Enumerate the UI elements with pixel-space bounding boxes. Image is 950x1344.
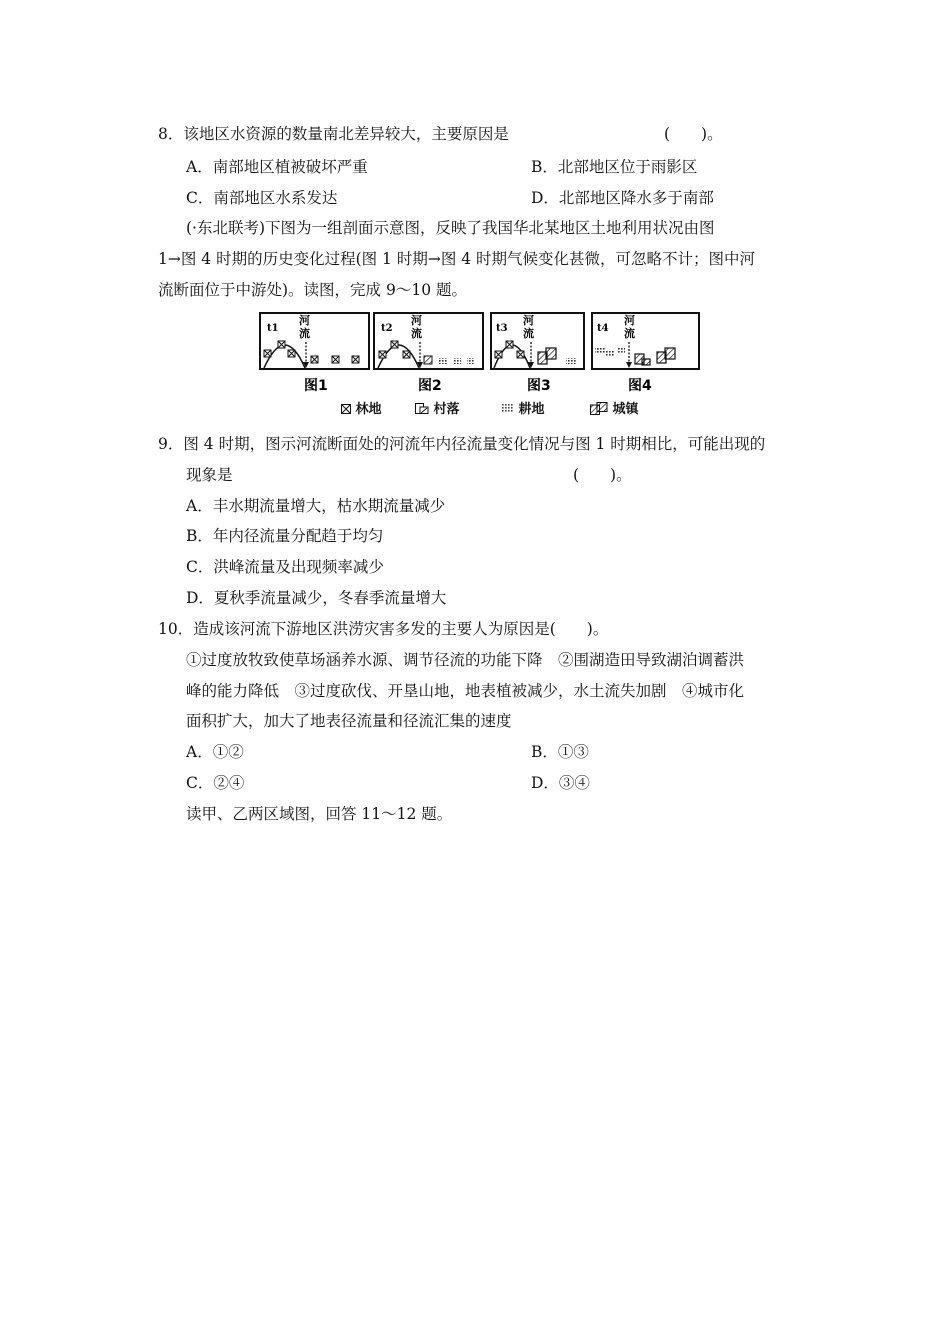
panel-2-river-1: 河 <box>411 314 422 327</box>
q9-option-c: C．洪峰流量及出现频率减少 <box>186 558 384 576</box>
q8-option-c: C．南部地区水系发达 <box>186 189 338 207</box>
legend-farmland: 耕地 <box>502 398 545 417</box>
q10-body-line-2: 峰的能力降低 ③过度砍伐、开垦山地，地表植被减少，水土流失加剧 ④城市化 <box>186 682 745 700</box>
q10-option-c: C．②④ <box>186 774 245 792</box>
panel-2-village <box>424 356 432 364</box>
town-icon <box>590 402 608 415</box>
q9-stem-line-1: 9．图 4 时期，图示河流断面处的河流年内径流量变化情况与图 1 时期相比，可能出现的 <box>158 435 766 453</box>
panel-3-time: t3 <box>496 323 508 334</box>
q11-12-intro: 读甲、乙两区域图，回答 11～12 题。 <box>186 805 453 823</box>
q8-option-b: B．北部地区位于雨影区 <box>531 158 698 176</box>
q9-option-b: B．年内径流量分配趋于均匀 <box>186 527 384 545</box>
q8-option-a: A．南部地区植被破坏严重 <box>186 158 368 176</box>
q9-answer-paren: ( )。 <box>573 466 632 484</box>
legend-forest: 林地 <box>341 398 382 417</box>
panel-2-time: t2 <box>381 323 393 334</box>
forest-icon <box>341 404 351 414</box>
village-icon <box>415 403 429 414</box>
panel-1 <box>260 313 369 394</box>
panel-2 <box>374 313 483 394</box>
panel-1-river-1: 河 <box>299 314 310 327</box>
panel-3-river-1: 河 <box>523 314 534 327</box>
q10-body-line-3: 面积扩大，加大了地表径流量和径流汇集的速度 <box>186 712 512 730</box>
panel-1-caption: 图1 <box>304 378 328 394</box>
q8-option-d: D．北部地区降水多于南部 <box>531 189 714 207</box>
q10-option-d: D．③④ <box>531 774 590 792</box>
farmland-icon <box>502 404 514 413</box>
q9-option-a: A．丰水期流量增大，枯水期流量减少 <box>186 497 446 515</box>
panel-2-caption: 图2 <box>418 378 442 394</box>
q8-stem: 8．该地区水资源的数量南北差异较大，主要原因是 <box>158 125 509 143</box>
panel-2-river-2: 流 <box>411 327 422 340</box>
q10-stem: 10．造成该河流下游地区洪涝灾害多发的主要人为原因是( )。 <box>158 620 609 638</box>
panel-2-farmland <box>439 358 475 364</box>
intro-line-1: (·东北联考)下图为一组剖面示意图，反映了我国华北某地区土地利用状况由图 <box>186 219 715 237</box>
panel-4-time: t4 <box>597 323 609 334</box>
q10-body-line-1: ①过度放牧致使草场涵养水源、调节径流的功能下降 ②围湖造田导致湖泊调蓄洪 <box>186 651 745 669</box>
panel-4-river-1: 河 <box>624 314 635 327</box>
panel-3-farmland <box>566 358 576 364</box>
intro-line-3: 流断面位于中游处)。读图，完成 9～10 题。 <box>158 281 467 299</box>
panel-3-caption: 图3 <box>527 378 551 394</box>
panel-4-river-2: 流 <box>624 327 635 340</box>
panel-4 <box>592 313 699 394</box>
legend-village: 村落 <box>415 398 460 417</box>
panel-1-time: t1 <box>267 323 279 334</box>
q10-option-a: A．①② <box>186 743 244 761</box>
panel-4-caption: 图4 <box>628 378 652 394</box>
q8-answer-paren: ( )。 <box>664 125 723 143</box>
q9-stem-line-2: 现象是 <box>186 466 233 484</box>
legend-town: 城镇 <box>590 398 639 417</box>
q9-option-d: D．夏秋季流量减少，冬春季流量增大 <box>186 589 447 607</box>
panel-1-river-2: 流 <box>299 327 310 340</box>
q10-option-b: B．①③ <box>531 743 589 761</box>
panel-3-river-2: 流 <box>523 327 534 340</box>
intro-line-2: 1→图 4 时期的历史变化过程(图 1 时期→图 4 时期气候变化甚微，可忽略不计；图中河 <box>158 250 756 268</box>
panel-3 <box>491 313 584 394</box>
